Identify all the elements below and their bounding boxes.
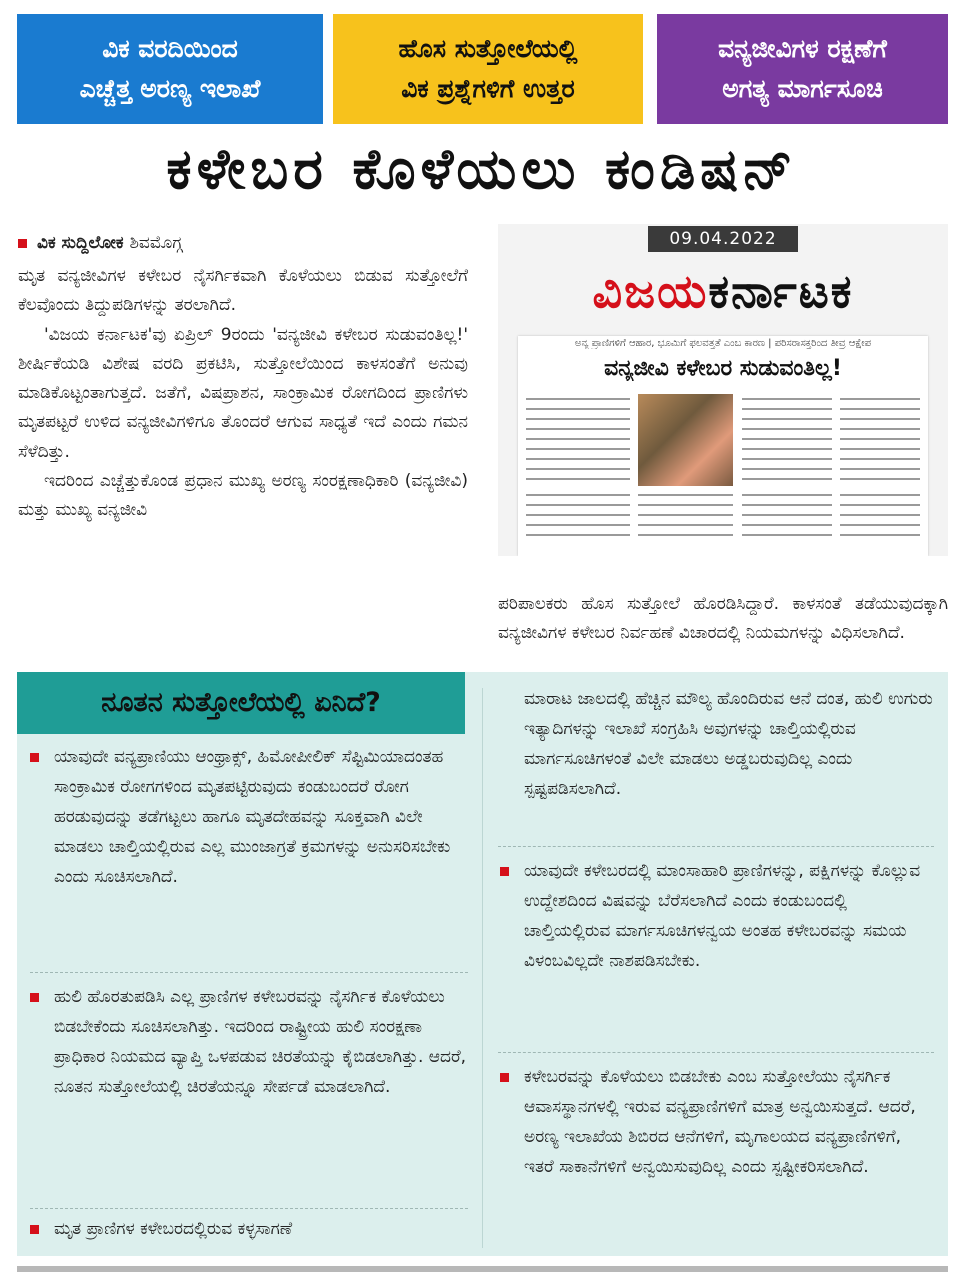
list-item-text: ಹುಲಿ ಹೊರತುಪಡಿಸಿ ಎಲ್ಲ ಪ್ರಾಣಿಗಳ ಕಳೇಬರವನ್ನು ನೈಸರ್ಗಿಕ ಕೊಳೆಯಲು ಬಿಡಬೇಕೆಂದು ಸೂಚಿಸಲಾಗಿತ್ತು. ಇದರಿಂದ ರಾಷ್ಟ್ರೀಯ ಹುಲಿ ಸಂರಕ್ಷಣಾ ಪ್ರಾಧಿಕಾರ ನಿಯಮದ ವ್ಯಾಪ್ತಿ ಒಳಪಡುವ ಚಿರತೆಯನ್ನು ಕೈಬಿಡಲಾಗಿತ್ತು. ಆದರೆ, ನೂತನ ಸುತ್ತೋಲೆಯಲ್ಲಿ ಚಿರತೆಯನ್ನೂ ಸೇರ್ಪಡೆ ಮಾಡಲಾಗಿದೆ. [54,987,467,1097]
bullet-square-icon [30,753,39,762]
clipping-headline: ವನ್ಯಜೀವಿ ಕಳೇಬರ ಸುಡುವಂತಿಲ್ಲ! [604,356,842,381]
bullet-square-icon [30,1225,39,1234]
list-item-text: ಮೃತ ಪ್ರಾಣಿಗಳ ಕಳೇಬರದಲ್ಲಿರುವ ಕಳ್ಳಸಾಗಣೆ [54,1219,293,1239]
bullet-square-icon [500,1073,509,1082]
tiger-carcass-photo [638,394,733,486]
list-item-text: ಕಳೇಬರವನ್ನು ಕೊಳೆಯಲು ಬಿಡಬೇಕು ಎಂಬ ಸುತ್ತೋಲೆಯು ನೈಸರ್ಗಿಕ ಆವಾಸಸ್ಥಾನಗಳಲ್ಲಿ ಇರುವ ವನ್ಯಪ್ರಾಣಿಗಳಿಗೆ ಮಾತ್ರ ಅನ್ವಯಿಸುತ್ತದೆ. ಆದರೆ, ಅರಣ್ಯ ಇಲಾಖೆಯ ಶಿಬಿರದ ಆನೆಗಳಿಗೆ, ಮೃಗಾಲಯದ ವನ್ಯಪ್ರಾಣಿಗಳಿಗೆ, ಇತರೆ ಸಾಕಾನೆಗಳಿಗೆ ಅನ್ವಯಿಸುವುದಿಲ್ಲ ಎಂದು ಸ್ಪಷ್ಟೀಕರಿಸಲಾಗಿದೆ. [524,1067,916,1177]
text-line [526,418,630,420]
banner-line: ವನ್ಯಜೀವಿಗಳ ರಕ್ಷಣೆಗೆ [718,34,887,63]
bottom-rule [17,1266,948,1272]
text-line [840,534,920,536]
list-item-text: ಮಾರಾಟ ಜಾಲದಲ್ಲಿ ಹೆಚ್ಚಿನ ಮೌಲ್ಯ ಹೊಂದಿರುವ ಆನೆ ದಂತ, ಹುಲಿ ಉಗುರು ಇತ್ಯಾದಿಗಳನ್ನು ಇಲಾಖೆ ಸಂಗ್ರಹಿಸಿ ಅವುಗಳನ್ನು ಚಾಲ್ತಿಯಲ್ಲಿರುವ ಮಾರ್ಗಸೂಚಿಗಳಂತೆ ವಿಲೇ ಮಾಡಲು ಅಡ್ಡಬರುವುದಿಲ್ಲ ಎಂದು ಸ್ಪಷ್ಟಪಡಿಸಲಾಗಿದೆ. [524,689,933,799]
text-line [840,524,920,526]
text-line [742,514,832,516]
text-line [638,534,733,536]
list-item-continuation [500,684,934,804]
item-separator [30,972,468,973]
text-line [840,504,920,506]
banner-new-circular [333,14,643,124]
text-line [526,428,630,430]
list-item [500,856,934,976]
banner-line: ವಿಕ ವರದಿಯಿಂದ [102,34,238,63]
text-line [526,524,630,526]
text-line [742,478,832,480]
text-line [840,468,920,470]
text-line [840,428,920,430]
text-line [840,494,920,496]
banner-line: ಅಗತ್ಯ ಮಾರ್ಗಸೂಚಿ [722,74,883,103]
article-paragraph: 'ವಿಜಯ ಕರ್ನಾಟಕ'ವು ಏಪ್ರಿಲ್ 9ರಂದು 'ವನ್ಯಜೀವಿ ಕಳೇಬರ ಸುಡುವಂತಿಲ್ಲ!' ಶೀರ್ಷಿಕೆಯಡಿ ವಿಶೇಷ ವರದಿ ಪ್ರಕಟಿಸಿ, ಸುತ್ತೋಲೆಯಿಂದ ಕಾಳಸಂತೆಗೆ ಅನುವು ಮಾಡಿಕೊಟ್ಟಂತಾಗುತ್ತದೆ. ಜತೆಗೆ, ವಿಷಪ್ರಾಶನ, ಸಾಂಕ್ರಾಮಿಕ ರೋಗದಿಂದ ಪ್ರಾಣಿಗಳು ಮೃತಪಟ್ಟರೆ ಉಳಿದ ವನ್ಯಜೀವಿಗಳಿಗೂ ತೊಂದರೆ ಆಗುವ ಸಾಧ್ಯತೆ ಇದೆ ಎಂದು ಗಮನ ಸೆಳೆದಿತ್ತು. [18,324,468,462]
byline-place: ಶಿವಮೊಗ್ಗ [129,233,183,253]
info-box-title: ನೂತನ ಸುತ್ತೋಲೆಯಲ್ಲಿ ಏನಿದೆ? [17,672,465,734]
text-line [638,494,733,496]
newspaper-clipping-image [498,224,948,586]
byline-source: ವಿಕ ಸುದ್ದಿಲೋಕ [37,233,124,253]
text-line [742,458,832,460]
bullet-square-icon [30,993,39,1002]
article-paragraph: ಇದರಿಂದ ಎಚ್ಚೆತ್ತುಕೊಂಡ ಪ್ರಧಾನ ಮುಖ್ಯ ಅರಣ್ಯ ಸಂರಕ್ಷಣಾಧಿಕಾರಿ (ವನ್ಯಜೀವಿ) ಮತ್ತು ಮುಖ್ಯ ವನ್ಯಜೀವಿ [18,471,468,521]
text-line [526,408,630,410]
masthead-part: ಕರ್ನಾಟಕ [708,264,854,318]
banner-line: ಎಚ್ಚೆತ್ತ ಅರಣ್ಯ ಇಲಾಖೆ [79,74,261,103]
article-left-column [18,262,468,672]
banner-line: ಹೊಸ ಸುತ್ತೋಲೆಯಲ್ಲಿ [398,34,578,63]
masthead-part: ವಿಜಯ [592,264,709,318]
clipping-kicker: ಅನ್ಯ ಪ್ರಾಣಿಗಳಿಗೆ ಆಹಾರ, ಭೂಮಿಗೆ ಫಲವತ್ತತೆ ಎಂಬ ಕಾರಣ | ಪರಿಸರಾಸಕ್ತರಿಂದ ತೀವ್ರ ಆಕ್ಷೇಪ [574,338,872,349]
banner-wildlife-protection [657,14,948,124]
text-line [638,514,733,516]
text-line [526,504,630,506]
item-separator [498,1052,934,1053]
text-line [638,504,733,506]
main-headline: ಕಳೇಬರ ಕೊಳೆಯಲು ಕಂಡಿಷನ್ [166,137,798,202]
list-item [30,742,468,892]
clipping-page [518,336,928,556]
bullet-square-icon [500,867,509,876]
text-line [526,534,630,536]
text-line [742,504,832,506]
list-item [500,1062,934,1182]
text-line [742,524,832,526]
text-line [840,408,920,410]
text-line [840,448,920,450]
article-right-column [498,590,948,670]
text-line [526,458,630,460]
text-line [840,418,920,420]
clipping-masthead [498,258,948,324]
text-line [526,448,630,450]
text-line [526,398,630,400]
text-line [742,438,832,440]
text-line [840,398,920,400]
text-line [638,524,733,526]
article-paragraph: ಪರಿಪಾಲಕರು ಹೊಸ ಸುತ್ತೋಲೆ ಹೊರಡಿಸಿದ್ದಾರೆ. ಕಾಳಸಂತೆ ತಡೆಯುವುದಕ್ಕಾಗಿ ವನ್ಯಜೀವಿಗಳ ಕಳೇಬರ ನಿರ್ವಹಣೆ ವಿಚಾರದಲ್ಲಿ ನಿಯಮಗಳನ್ನು ವಿಧಿಸಲಾಗಿದೆ. [498,594,948,644]
text-line [840,514,920,516]
text-line [742,398,832,400]
bullet-square-icon [18,239,27,248]
text-line [742,418,832,420]
text-line [742,494,832,496]
text-line [742,428,832,430]
list-item-text: ಯಾವುದೇ ವನ್ಯಪ್ರಾಣಿಯು ಆಂಥ್ರಾಕ್ಸ್, ಹಿಮೋಪೀಲಿಕ್ ಸೆಪ್ಟಿಮಿಯಾದಂತಹ ಸಾಂಕ್ರಾಮಿಕ ರೋಗಗಳಿಂದ ಮೃತಪಟ್ಟಿರುವುದು ಕಂಡುಬಂದರೆ ರೋಗ ಹರಡುವುದನ್ನು ತಡೆಗಟ್ಟಲು ಹಾಗೂ ಮೃತದೇಹವನ್ನು ಸೂಕ್ತವಾಗಿ ವಿಲೇ ಮಾಡಲು ಚಾಲ್ತಿಯಲ್ಲಿರುವ ಎಲ್ಲ ಮುಂಜಾಗ್ರತೆ ಕ್ರಮಗಳನ್ನು ಅನುಸರಿಸಬೇಕು ಎಂದು ಸೂಚಿಸಲಾಗಿದೆ. [54,747,451,887]
byline [18,230,182,256]
item-separator [30,1208,468,1209]
text-line [840,458,920,460]
banner-line: ವಿಕ ಪ್ರಶ್ನೆಗಳಿಗೆ ಉತ್ತರ [401,74,575,103]
text-line [526,468,630,470]
text-line [742,448,832,450]
list-item-text: ಯಾವುದೇ ಕಳೇಬರದಲ್ಲಿ ಮಾಂಸಾಹಾರಿ ಪ್ರಾಣಿಗಳನ್ನು, ಪಕ್ಷಿಗಳನ್ನು ಕೊಲ್ಲುವ ಉದ್ದೇಶದಿಂದ ವಿಷವನ್ನು ಬೆರೆಸಲಾಗಿದೆ ಎಂದು ಕಂಡುಬಂದಲ್ಲಿ ಚಾಲ್ತಿಯಲ್ಲಿರುವ ಮಾರ್ಗಸೂಚಿಗಳನ್ವಯ ಅಂತಹ ಕಳೇಬರವನ್ನು ಸಮಯ ವಿಳಂಬವಿಲ್ಲದೇ ನಾಶಪಡಿಸಬೇಕು. [524,861,921,971]
item-separator [498,846,934,847]
clipping-date: 09.04.2022 [648,226,798,252]
text-line [526,478,630,480]
list-item [30,982,468,1102]
torn-paper-edge [498,556,948,586]
text-line [742,468,832,470]
text-line [742,534,832,536]
text-line [840,478,920,480]
list-item [30,1214,468,1244]
column-divider [482,688,483,1248]
banner-forest-department [17,14,323,124]
text-line [840,438,920,440]
text-line [742,408,832,410]
text-line [526,438,630,440]
text-line [526,514,630,516]
article-paragraph: ಮೃತ ವನ್ಯಜೀವಿಗಳ ಕಳೇಬರ ನೈಸರ್ಗಿಕವಾಗಿ ಕೊಳೆಯಲು ಬಿಡುವ ಸುತ್ತೋಲೆಗೆ ಕೆಲವೊಂದು ತಿದ್ದುಪಡಿಗಳನ್ನು ತರಲಾಗಿದೆ. [18,266,468,316]
text-line [526,494,630,496]
